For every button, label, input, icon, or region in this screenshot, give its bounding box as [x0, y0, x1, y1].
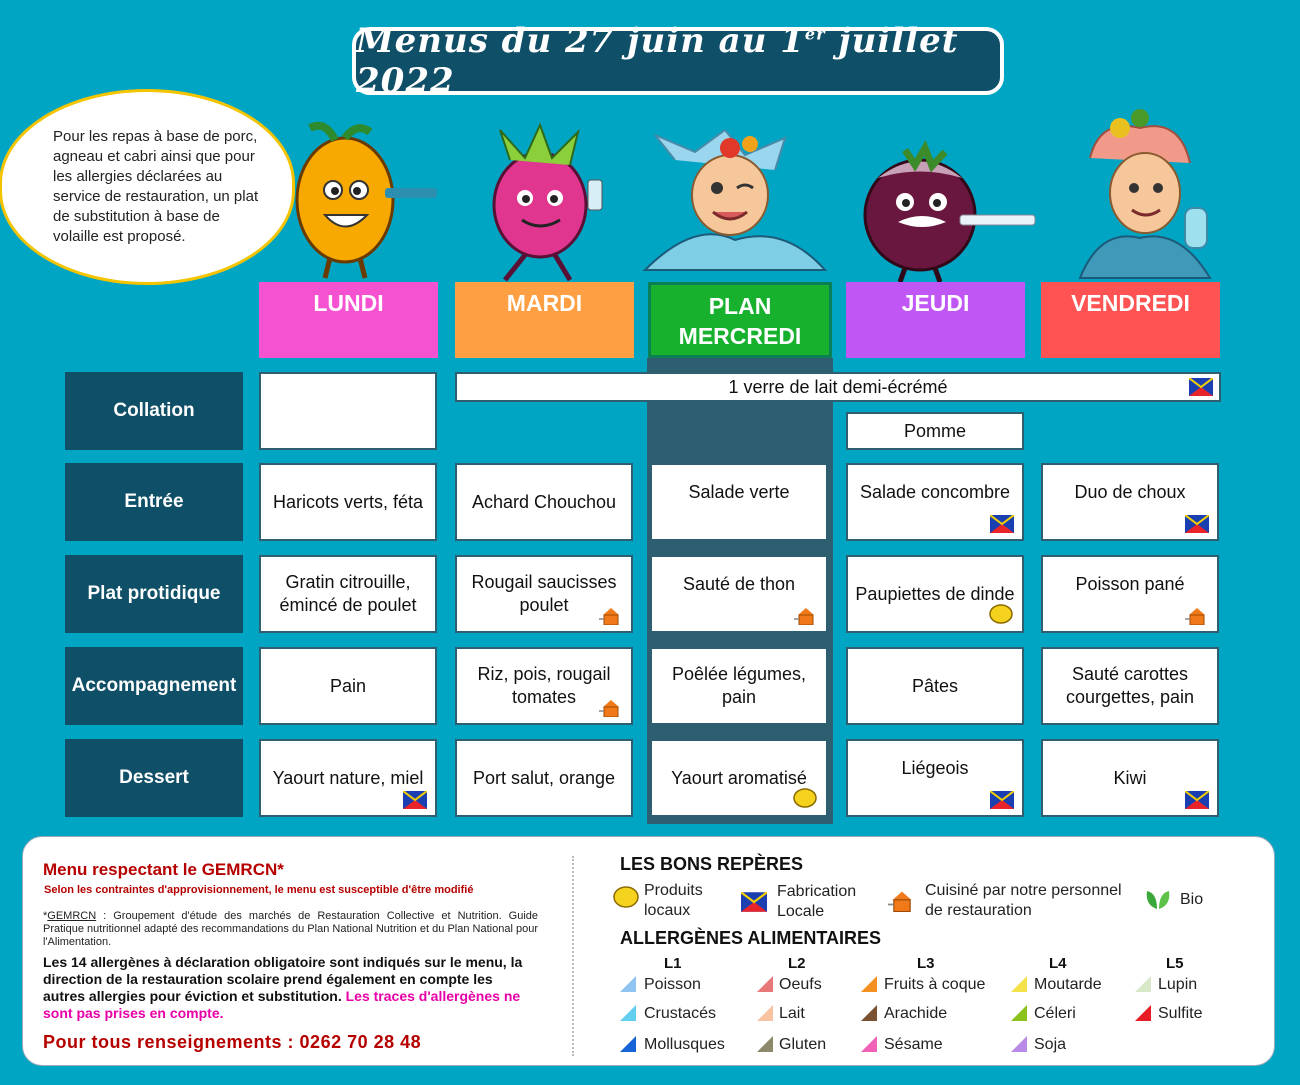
cell-entree-jeudi [846, 463, 1024, 541]
contact-phone: Pour tous renseignements : 0262 70 28 48 [43, 1032, 422, 1052]
allergen-lait: Lait [779, 1005, 805, 1022]
allergen-triangle-icon [620, 976, 636, 992]
allergen-group-l1: L1 [664, 955, 682, 972]
fabrication-locale-icon [990, 791, 1014, 809]
accomp-mardi-text: Riz, pois, rougail tomates [477, 664, 611, 707]
day-header-mardi: MARDI [455, 282, 634, 358]
cell-dessert-mardi: Port salut, orange [455, 739, 633, 817]
allergen-triangle-icon [861, 976, 877, 992]
cell-dessert-lundi [259, 739, 437, 817]
cell-dessert-jeudi [846, 739, 1024, 817]
row-label-plat: Plat protidique [65, 555, 243, 633]
repere-produits-locaux: Produits locaux [644, 882, 703, 919]
bons-reperes-title: LES BONS REPÈRES [620, 854, 804, 874]
fabrication-locale-icon [1185, 515, 1209, 533]
entree-jeudi-text: Salade concombre [859, 482, 1011, 502]
allergen-triangle-icon [1135, 976, 1151, 992]
allergen-group-l4: L4 [1049, 955, 1067, 972]
cell-plat-vendredi [1041, 555, 1219, 633]
cell-accomp-lundi: Pain [259, 647, 437, 725]
allergen-sesame: Sésame [884, 1036, 943, 1053]
row-label-accompagnement: Accompagnement [65, 647, 243, 725]
allergen-triangle-icon [757, 1005, 773, 1021]
cell-entree-mercredi: Salade verte [650, 463, 828, 541]
cell-accomp-mardi [455, 647, 633, 725]
allergen-celeri: Céleri [1034, 1005, 1076, 1022]
cuisine-maison-icon [794, 607, 818, 625]
produits-locaux-icon [792, 787, 818, 809]
row-label-entree: Entrée [65, 463, 243, 541]
allergen-group-l5: L5 [1166, 955, 1184, 972]
row-label-collation: Collation [65, 372, 243, 450]
cell-entree-lundi: Haricots verts, féta [259, 463, 437, 541]
allergen-triangle-icon [1011, 976, 1027, 992]
cuisine-maison-icon [1185, 607, 1209, 625]
allergen-mollusques: Mollusques [644, 1036, 725, 1053]
collation-lait-text: 1 verre de lait demi-écrémé [728, 376, 948, 397]
produits-locaux-icon [988, 603, 1014, 625]
allergen-triangle-icon [861, 1036, 877, 1052]
traces-text: Les traces d'allergènes ne sont pas prises en compte. [43, 988, 521, 1021]
cell-accomp-mercredi: Poêlée légumes, pain [650, 647, 828, 725]
cell-collation-jeudi-pomme: Pomme [846, 412, 1024, 450]
cell-entree-mardi: Achard Chouchou [455, 463, 633, 541]
cell-dessert-vendredi [1041, 739, 1219, 817]
legend-separator [572, 856, 574, 1056]
cell-plat-mardi [455, 555, 633, 633]
entree-vendredi-text: Duo de choux [1074, 482, 1186, 502]
day-header-lundi: LUNDI [259, 282, 438, 358]
allergen-moutarde: Moutarde [1034, 976, 1102, 993]
dessert-mercredi-text: Yaourt aromatisé [671, 767, 807, 788]
allergen-triangle-icon [1011, 1036, 1027, 1052]
allergen-oeufs: Oeufs [779, 976, 822, 993]
mango-mascot [285, 120, 445, 285]
info-bubble-text: Pour les repas à base de porc, agneau et cabri ainsi que pour les allergies déclarées au service de restauration, un plat de substitution à base de volaille est proposé. [53, 128, 259, 245]
cell-entree-vendredi [1041, 463, 1219, 541]
allergen-group-l3: L3 [917, 955, 935, 972]
allergen-soja: Soja [1034, 1036, 1067, 1053]
allergen-lupin: Lupin [1158, 976, 1198, 993]
plat-jeudi-text: Paupiettes de dinde [855, 583, 1015, 604]
produits-locaux-icon [612, 885, 640, 909]
wednesday-mascot [635, 130, 835, 280]
allergen-triangle-icon [757, 1036, 773, 1052]
cell-plat-lundi: Gratin citrouille, émincé de poulet [259, 555, 437, 633]
mangosteen-mascot [850, 140, 1040, 285]
row-label-dessert: Dessert [65, 739, 243, 817]
allergen-gluten: Gluten [779, 1036, 827, 1053]
allergen-arachide: Arachide [884, 1005, 948, 1022]
allergen-triangle-icon [861, 1005, 877, 1021]
repere-cuisine-maison: Cuisiné par notre personnel de restauration [925, 882, 1122, 919]
plat-mardi-text: Rougail saucisses poulet [471, 572, 617, 615]
allergen-crustaces: Crustacés [644, 1005, 717, 1022]
cell-plat-mercredi [650, 555, 828, 633]
gemrcn-title: Menu respectant le GEMRCN* [43, 860, 284, 879]
bio-leaf-icon [1143, 887, 1173, 911]
cell-accomp-jeudi: Pâtes [846, 647, 1024, 725]
allergen-triangle-icon [1011, 1005, 1027, 1021]
dessert-lundi-text: Yaourt nature, miel [272, 767, 424, 788]
menu-title: Menus du 27 juin au 1er juillet 2022 [356, 21, 959, 101]
allergen-poisson: Poisson [644, 976, 701, 993]
cell-plat-jeudi [846, 555, 1024, 633]
cuisine-maison-icon [599, 607, 623, 625]
allergen-triangle-icon [620, 1005, 636, 1021]
allergy-policy-text: Les 14 allergènes à déclaration obligatoire sont indiqués sur le menu, la direction de la restauration scolaire prend également en compte les autres allergies pour éviction et substitution. Les traces d'allergènes ne sont pas prises en compte. [43, 954, 523, 1021]
cuisine-maison-icon [599, 699, 623, 717]
vendredi-mascot [1060, 108, 1230, 283]
gemrcn-note: *GEMRCN : Groupement d'étude des marchés de Restauration Collective et Nutrition. Guide Pratique nutritionnel adapté des recommandations du Plan National Nutrition et du Plan National pour l'Alimentation. [43, 910, 538, 948]
plat-mercredi-text: Sauté de thon [682, 574, 796, 594]
allergen-triangle-icon [620, 1036, 636, 1052]
dessert-jeudi-text: Liégeois [901, 758, 969, 778]
repere-fabrication-locale: Fabrication Locale [777, 883, 857, 920]
plat-vendredi-text: Poisson pané [1075, 574, 1185, 594]
allergen-triangle-icon [757, 976, 773, 992]
menu-title-box [352, 21, 1004, 101]
cell-dessert-mercredi [650, 739, 828, 817]
cuisine-maison-icon [888, 890, 916, 912]
cell-collation-lait [455, 372, 1221, 402]
dragonfruit-mascot [470, 120, 630, 285]
dessert-vendredi-text: Kiwi [1113, 767, 1147, 788]
allergen-sulfite: Sulfite [1158, 1005, 1203, 1022]
cell-accomp-vendredi: Sauté carottes courgettes, pain [1041, 647, 1219, 725]
allergenes-title: ALLERGÈNES ALIMENTAIRES [620, 928, 882, 948]
day-header-vendredi: VENDREDI [1041, 282, 1220, 358]
allergen-group-l2: L2 [788, 955, 806, 972]
fabrication-locale-icon [990, 515, 1014, 533]
allergen-fruits-a-coque: Fruits à coque [884, 976, 986, 993]
repere-bio: Bio [1180, 891, 1204, 908]
allergen-triangle-icon [1135, 1005, 1151, 1021]
fabrication-locale-icon [403, 791, 427, 809]
gemrcn-subtitle: Selon les contraintes d'approvisionnement, le menu est susceptible d'être modifié [44, 884, 474, 896]
fabrication-locale-icon [1185, 791, 1209, 809]
fabrication-locale-icon [741, 892, 767, 912]
day-header-mercredi: PLAN MERCREDI [648, 282, 832, 358]
fabrication-locale-icon [1189, 378, 1213, 396]
day-header-jeudi: JEUDI [846, 282, 1025, 358]
cell-collation-lundi [259, 372, 437, 450]
